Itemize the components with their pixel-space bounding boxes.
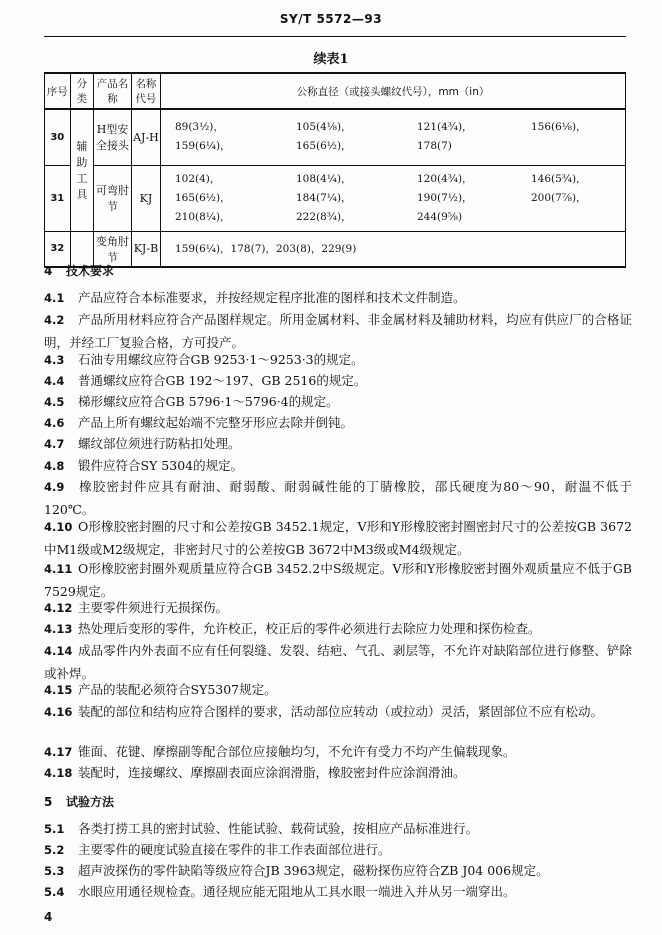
clause-number: 4.9 <box>44 480 65 494</box>
clause-number: 4.3 <box>44 353 65 367</box>
clause-text: 普通螺纹应符合GB 192～197、GB 2516的规定。 <box>78 373 367 388</box>
clause-number: 4.14 <box>44 644 73 658</box>
size-value: 190(7½)， <box>416 191 473 204</box>
clause-number: 5.3 <box>44 864 65 878</box>
clause-item <box>44 618 632 641</box>
clause-number: 4.8 <box>44 459 65 473</box>
clause-item <box>44 476 632 520</box>
col-header-no: 序号 <box>45 73 71 109</box>
clause-item <box>44 881 632 904</box>
clause-item <box>44 860 632 883</box>
section-heading <box>44 262 114 279</box>
size-value: 222(8¾)， <box>295 210 352 223</box>
clause-item <box>44 370 632 393</box>
clause-text: 产品的装配必须符合SY5307规定。 <box>78 682 277 697</box>
clause-text: 石油专用螺纹应符合GB 9253·1～9253·3的规定。 <box>78 352 364 367</box>
size-value: 200(7⅞)， <box>530 191 587 204</box>
row-no: 31 <box>45 165 71 231</box>
clause-item <box>44 741 632 764</box>
clause-text: 装配时，连接螺纹、摩擦副表面应涂润滑脂，橡胶密封件应涂润滑油。 <box>78 765 466 780</box>
size-value: 159(6¼)， <box>174 140 231 153</box>
clause-number: 4.13 <box>44 622 73 636</box>
size-value: 108(4¼)， <box>295 172 352 185</box>
clause-text: 主要零件须进行无损探伤。 <box>78 600 229 615</box>
clause-item <box>44 516 632 560</box>
row-sizes <box>160 109 625 165</box>
clause-item <box>44 597 632 620</box>
row-category: 辅助工具 <box>70 109 94 231</box>
clause-item <box>44 349 632 372</box>
clause-number: 4.7 <box>44 437 65 451</box>
clause-item <box>44 558 632 602</box>
clause-item <box>44 762 632 785</box>
clause-number: 4.1 <box>44 291 65 305</box>
clause-item <box>44 818 632 841</box>
table-header-row <box>45 73 626 109</box>
product-table <box>44 72 626 268</box>
clause-number: 4.18 <box>44 766 73 780</box>
clause-number: 4.11 <box>44 562 73 576</box>
clause-item <box>44 391 632 414</box>
clause-text: 梯形螺纹应符合GB 5796·1～5796·4的规定。 <box>78 394 339 409</box>
size-value: 102(4)， <box>174 172 221 185</box>
table-row <box>45 231 626 267</box>
section-title: 试验方法 <box>66 795 115 809</box>
clause-number: 4.5 <box>44 395 65 409</box>
clause-number: 4.16 <box>44 705 73 719</box>
table-row <box>45 109 626 165</box>
header-rule <box>44 36 626 37</box>
clause-text: 成品零件内外表面不应有任何裂缝、发裂、结疤、气孔、剥层等，不允许对缺陷部位进行修整、铲除或补焊。 <box>44 643 632 681</box>
size-value: 120(4¾)， <box>416 172 473 185</box>
clause-number: 5.1 <box>44 822 65 836</box>
clause-text: 锥面、花键、摩擦副等配合部位应接触均匀，不允许有受力不均产生偏载现象。 <box>78 744 516 759</box>
clause-number: 4.10 <box>44 520 73 534</box>
section-number: 4 <box>44 264 53 278</box>
row-code: KJ <box>131 165 160 231</box>
size-value: 105(4⅛)， <box>295 121 352 134</box>
clause-text: 橡胶密封件应具有耐油、耐弱酸、耐弱碱性能的丁腈橡胶，邵氏硬度为80～90，耐温不低于120℃。 <box>44 479 632 517</box>
table-caption: 续表1 <box>313 52 349 67</box>
clause-text: 超声波探伤的零件缺陷等级应符合JB 3963规定，磁粉探伤应符合ZB J04 006规定。 <box>78 863 549 878</box>
clause-item <box>44 640 632 684</box>
col-header-name: 产品名称 <box>94 73 132 109</box>
clause-text: O形橡胶密封圈外观质量应符合GB 3452.2中S级规定。V形和Y形橡胶密封圈外观质量应不低于GB 7529规定。 <box>44 561 632 599</box>
clause-item <box>44 839 632 862</box>
clause-text: 产品上所有螺纹起始端不完整牙形应去除并倒钝。 <box>78 415 354 430</box>
clause-item <box>44 701 632 724</box>
row-no: 32 <box>45 231 71 267</box>
col-header-sizes: 公称直径（或接头螺纹代号），mm（in） <box>160 73 625 109</box>
clause-item <box>44 287 632 310</box>
clause-number: 5.4 <box>44 885 65 899</box>
clause-item <box>44 309 632 353</box>
col-header-code: 名称代号 <box>131 73 160 109</box>
clause-text: 装配的部位和结构应符合图样的要求，活动部位应转动（或拉动）灵活，紧固部位不应有松动。 <box>78 704 604 719</box>
row-name: 可弯肘节 <box>94 165 132 231</box>
size-value: 178(7) <box>416 140 452 153</box>
row-no: 30 <box>45 109 71 165</box>
page-number: 4 <box>44 910 53 924</box>
table-row <box>45 165 626 231</box>
row-code: KJ-B <box>131 231 160 267</box>
row-sizes <box>160 165 625 231</box>
clause-number: 4.6 <box>44 416 65 430</box>
size-value: 146(5¾)， <box>530 172 587 185</box>
size-value: 165(6½)， <box>174 191 231 204</box>
clause-item <box>44 679 632 702</box>
clause-item <box>44 433 632 456</box>
clause-text: 产品所用材料应符合产品图样规定。所用金属材料、非金属材料及辅助材料，均应有供应厂的合格证明，并经工厂复验合格，方可投产。 <box>44 312 632 350</box>
clause-item <box>44 455 632 478</box>
clause-text: 锻件应符合SY 5304的规定。 <box>78 458 244 473</box>
clause-number: 4.2 <box>44 313 65 327</box>
size-value: 121(4¾)， <box>416 121 473 134</box>
row-code: AJ-H <box>131 109 160 165</box>
section-number: 5 <box>44 795 53 809</box>
section-heading <box>44 793 114 810</box>
col-header-category: 分类 <box>70 73 94 109</box>
page-header: SY/T 5572—93 <box>279 12 383 26</box>
clause-number: 5.2 <box>44 843 65 857</box>
clause-number: 4.17 <box>44 745 73 759</box>
clause-text: 热处理后变形的零件，允许校正，校正后的零件必须进行去除应力处理和探伤检查。 <box>78 621 541 636</box>
clause-text: 主要零件的硬度试验直接在零件的非工作表面部位进行。 <box>78 842 391 857</box>
clause-text: 螺纹部位须进行防粘扣处理。 <box>78 436 241 451</box>
clause-text: O形橡胶密封圈的尺寸和公差按GB 3452.1规定，V形和Y形橡胶密封圈密封尺寸的公差按GB 3672中M1级或M2级规定，非密封尺寸的公差按GB 3672中M3级或M4级规定。 <box>44 519 632 557</box>
size-value: 210(8¼)， <box>174 210 231 223</box>
section-title: 技术要求 <box>66 264 115 278</box>
clause-text: 水眼应用通径规检查。通径规应能无阻地从工具水眼一端进入并从另一端穿出。 <box>78 884 516 899</box>
clause-text: 产品应符合本标准要求，并按经规定程序批准的图样和技术文件制造。 <box>78 290 466 305</box>
size-value: 244(9⅝) <box>416 210 463 223</box>
clause-number: 4.4 <box>44 374 65 388</box>
clause-number: 4.12 <box>44 601 73 615</box>
row-name: H型安全接头 <box>94 109 132 165</box>
row-name: 变角肘节 <box>94 231 132 267</box>
clause-number: 4.15 <box>44 683 73 697</box>
clause-item <box>44 412 632 435</box>
size-value: 184(7¼)， <box>295 191 352 204</box>
row-sizes: 159(6¼)，178(7)，203(8)，229(9) <box>160 231 625 267</box>
clause-text: 各类打捞工具的密封试验、性能试验、载荷试验，按相应产品标准进行。 <box>78 821 479 836</box>
size-value: 156(6⅛)， <box>530 121 587 134</box>
size-value: 89(3½)， <box>174 121 224 134</box>
size-value: 165(6½)， <box>295 140 352 153</box>
